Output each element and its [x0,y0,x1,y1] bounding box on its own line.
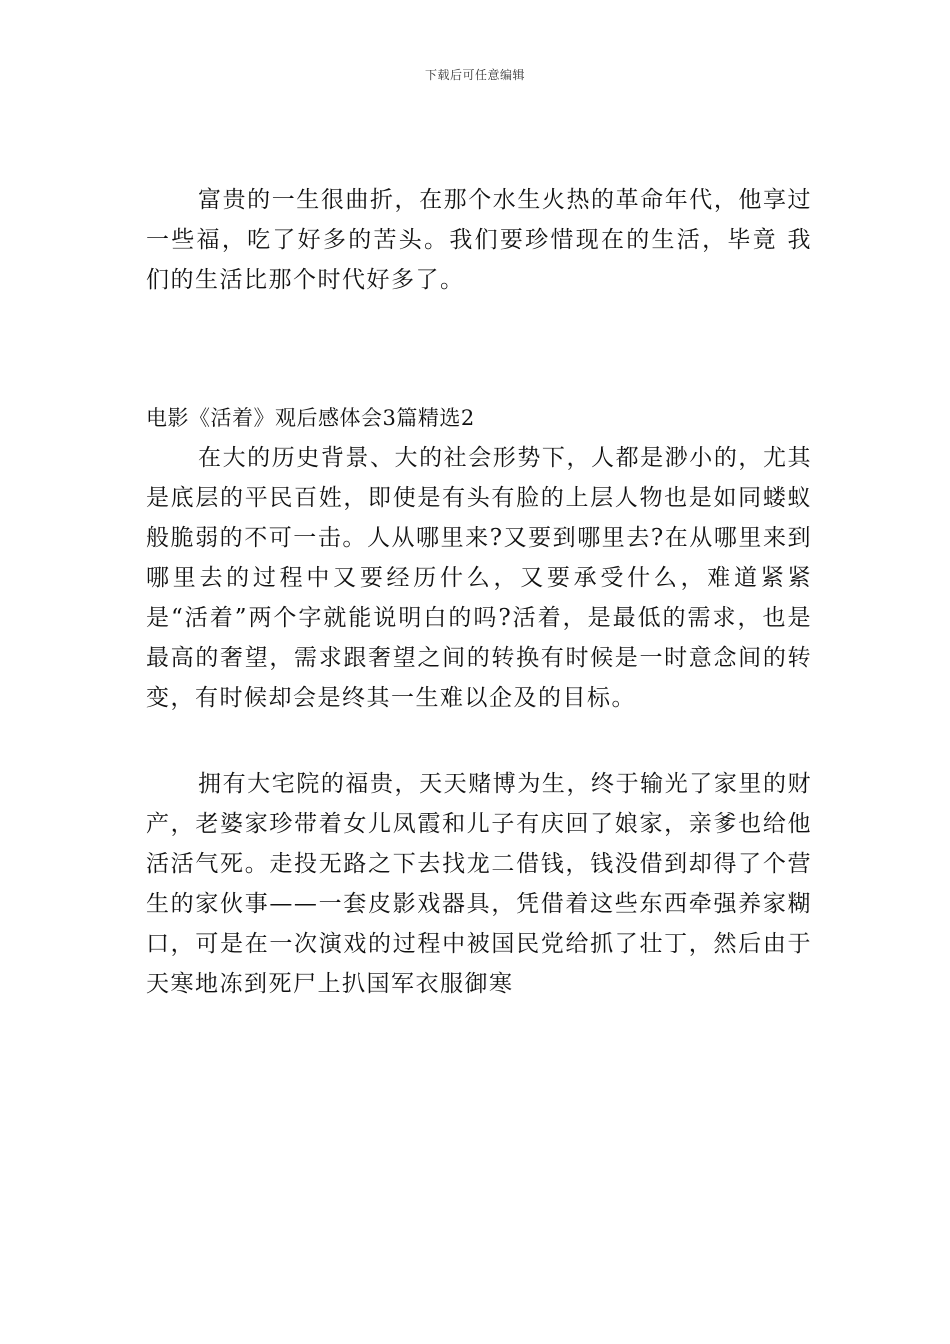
paragraph-spacer [146,718,812,764]
paragraph-historical-background: 在大的历史背景、大的社会形势下，人都是渺小的，尤其是底层的平民百姓，即使是有头有脸的上层人物也是如同蝼蚁般脆弱的不可一击。人从哪里来?又要到哪里去?在从哪里来到哪里去的过程中又要经历什么，又要承受什么，难道紧紧是“活着”两个字就能说明白的吗?活着，是最低的需求，也是最高的奢望，需求跟奢望之间的转换有时候是一时意念间的转变，有时候却会是终其一生难以企及的目标。 [146,445,812,711]
page-header-note: 下载后可任意编辑 [424,68,525,82]
paragraph-fugui-story: 拥有大宅院的福贵，天天赌博为生，终于输光了家里的财产，老婆家珍带着女儿凤霞和儿子有庆回了娘家，亲爹也给他活活气死。走投无路之下去找龙二借钱，钱没借到却得了个营生的家伙事——一套皮影戏器具，凭借着这些东西牵强养家糊口，可是在一次演戏的过程中被国民党给抓了壮丁，然后由于天寒地冻到死尸上扒国军衣服御寒 [146,771,812,997]
document-body [146,180,812,1004]
paragraph-spacer [146,300,812,398]
section-title: 电影《活着》观后感体会3篇精选2 [146,406,475,430]
paragraph-fugui-life: 富贵的一生很曲折，在那个水生火热的革命年代，他享过一些福，吃了好多的苦头。我们要珍惜现在的生活，毕竟 我们的生活比那个时代好多了。 [146,187,812,293]
